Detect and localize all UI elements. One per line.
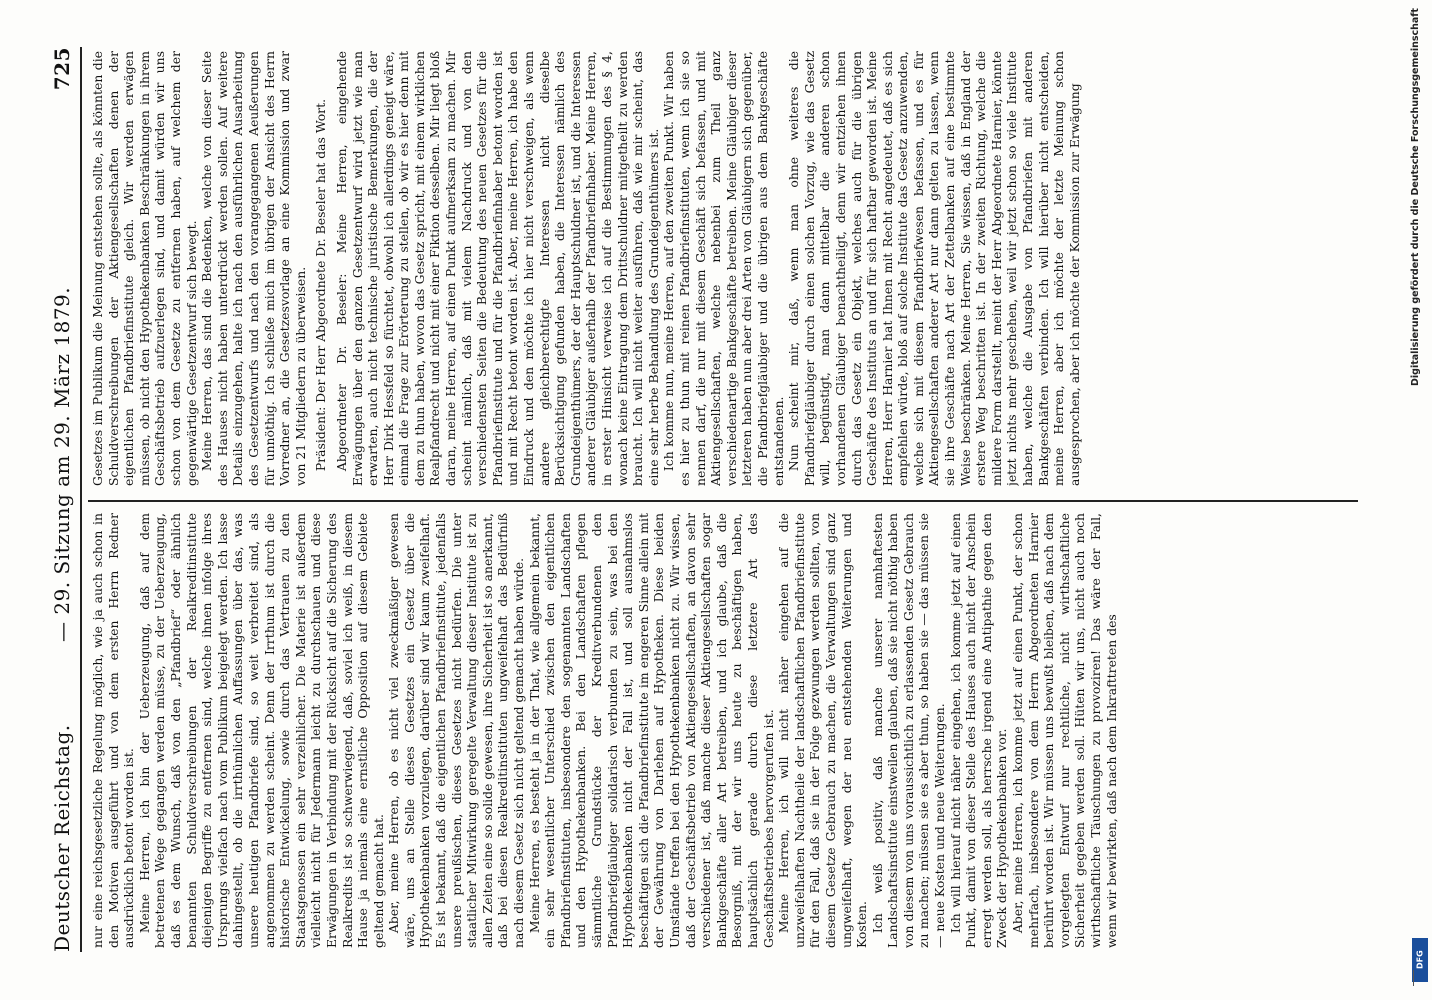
scan-mark [1413,970,1414,986]
page-number: 725 [50,47,74,91]
paragraph: Ich will hierauf nicht näher eingehen, ich komme jetzt auf einen Punkt, damit von dieser Stelle des Hauses auch nicht der Anschein erregt werden soll, als herrsche irgend eine Antipathie gegen den Zweck der Hypothekenbanken vor. [947,513,1010,948]
funding-credit-strip [1410,8,1430,993]
paragraph: Nun scheint mir, daß, wenn man ohne weiteres die Pfandbriefgläubiger durch einen solchen Vorzug, wie das Gesetz will, begünstigt, man dann mittelbar die anderen schon vorhandenen Gläubiger benachtheiligt, denn wir entziehen ihnen durch das Gesetz ein Objekt, welches auch für die übrigen Geschäfte des Instituts an und für sich haftbar geworden ist. Meine Herren, Herr Harnier hat Ihnen mit Recht angedeutet, daß es sich empfehlen würde, bloß auf solche Institute das Gesetz anzuwenden, welche sich mit diesem Pfandbriefwesen befassen, und es für Aktiengesellschaften anderer Art nur dann gelten zu lassen, wenn sie ihre Geschäfte nach Art der Zettelbanken auf eine bestimmte Weise beschränken. Meine Herren, Sie wissen, daß in England der erstere Weg beschritten ist. In der zweiten Richtung, welche die mildere Form darstellt, meint der Herr Abgeordnete Harnier, könnte jetzt nichts mehr geschehen, weil wir jetzt schon so viele Institute haben, welche die Ausgabe von Pfandbriefen mit anderen Bankgeschäften verbinden. Ich will hierüber nicht entscheiden, meine Herren, aber ich möchte der letzte Meinung schon ausgesprochen, aber ich möchte der Kommission zur Erwägung [786,51,1082,486]
paragraph: Ich komme nun, meine Herren, auf den zweiten Punkt. Wir haben es hier zu thun mit reinen Pfandbriefinstituten, wenn ich sie so nennen darf, die nur mit diesem Geschäft sich befassen, und mit Aktiengesellschaften, welche nebenbei zum Theil ganz verschiedenartige Bankgeschäfte betreiben. Meine Gläubiger dieser letzteren haben nun aber drei Arten von Gläubigern sich gegenüber, die Pfandbriefgläubiger und die übrigen aus dem Bankgeschäfte entstandenen. [661,51,786,486]
right-column [90,51,1365,486]
dfg-logo: DFG [1412,938,1428,982]
paragraph: Meine Herren, es besteht ja in der That, wie allgemein bekannt, ein sehr wesentlicher Unterschied zwischen den eigentlichen Pfandbriefinstituten, insbesondere den sogenannten Landschaften und den Hypothekenbanken. Bei den Landschaften pflegen sämmtliche Grundstücke der Kreditverbundenen den Pfandbriefgläubiger solidarisch verbunden zu sein, was bei den Hypothekenbanken nicht der Fall ist, und soll ausnahmslos beschäftigen sich die Pfandbriefinstitute im engeren Sinne allein mit der Gewährung von Darlehen auf Hypotheken. Diese beiden Umstände treffen bei den Hypothekenbanken nicht zu. Wir wissen, daß der Geschäftsbetrieb von Aktiengesellschaften, an davon sehr verschiedener ist, daß manche dieser Aktiengesellschaften sogar Bankgeschäfte aller Art betreiben, und ich glaube, daß die Besorgniß, mit der wir uns heute zu beschäftigen haben, hauptsächlich gerade durch diese letztere Art des Geschäftsbetriebes hervorgerufen ist. [526,513,776,948]
paragraph: Meine Herren, ich will nicht näher eingehen auf die unzweifelhaften Nachtheile der landschaftlichen Pfandbriefinstitute für den Fall, daß sie in der Folge gezwungen werden sollten, von diesem Gesetze Gebrauch zu machen, die Verwaltungen sind ganz ungweifelhaft, wegen der neu entstehenden Weiterungen und Kosten. [776,513,870,948]
header-title: Deutscher Reichstag. [50,724,74,952]
header-session: — 29. Sitzung am 29. März 1879. [50,286,74,642]
paragraph: Aber, meine Herren, ob es nicht viel zweckmäßiger gewesen wäre, uns an Stelle dieses Gesetzes ein Gesetz über die Hypothekenbanken vorzulegen, darüber sind wir kaum zweifelhaft. Es ist bekannt, daß die eigentlichen Pfandbriefinstitute, jedenfalls unsere preußischen, dieses Gesetzes nicht bedürfen. Die unter staatlicher Mitwirkung geregelte Verwaltung dieser Institute ist zu allen Zeiten eine so solide gewesen, ihre Sicherheit ist so anerkannt, daß bei diesen Realkreditinstituten ungweifelhaft das Bedürfniß nach diesem Gesetz sich nicht geltend gemacht haben würde. [386,513,527,948]
speaker-paragraph: Präsident: Der Herr Abgeordnete Dr. Beseler hat das Wort. [313,98,329,472]
paragraph: nur eine reichsgesetzliche Regelung möglich, wie ja auch schon in den Motiven ausgeführt und von dem ersten Herrn Redner ausdrücklich betont worden ist. [90,513,137,948]
paragraph: Aber, meine Herren, ich komme jetzt auf einen Punkt, der schon mehrfach, insbesondere von dem Herrn Abgeordneten Harnier berührt worden ist. Wir müssen uns bewußt bleiben, daß nach dem vorgelegten Entwurf nur rechtliche, nicht wirthschaftliche Sicherheit gegeben werden soll. Hüten wir uns, nicht auch noch wirthschaftliche Täuschungen zu provoziren! Das wäre der Fall, wenn wir bewirkten, daß nach dem Inkrafttreten des [1010,513,1119,948]
column-divider [88,500,1358,502]
paragraph: Meine Herren, ich bin der Ueberzeugung, daß auf dem betretenen Wege gegangen werden müsse, zu der Ueberzeugung, daß es dem Wunsch, daß von den „Pfandbrief“ oder ähnlich benannten Schuldverschreibungen der Realkreditinstitute diejenigen Begriffe zu entfernen sind, welche ihnen infolge ihres Ursprungs vielfach nach vom Publikum beigelegt werden. Ich lasse dahingestellt, ob die irrthümlichen Auffassungen über das, was unsere heutigen Pfandbriefe sind, so weit verbreitet sind, als angenommen zu werden scheint. Denn der Irrthum ist durch die historische Entwickelung, sowie durch das Vertrauen zu den Staatsgenossen ein sehr verzeihlicher. Die Materie ist außerdem vielleicht nicht für Jedermann leicht zu durchschauen und diese Erwägungen in Verbindung mit der Rücksicht auf die Sicherung des Realkredits ist so schwerwiegend, daß, soviel ich weiß, in diesem Hause ja niemals eine ernstliche Opposition auf diesem Gebiete geltend gemacht hat. [136,513,386,948]
speaker-paragraph: Abgeordneter Dr. Beseler: Meine Herren, eingehende Erwägungen über den ganzen Gesetzentwurf wird jetzt wie man erwarten, auch nicht technische juristische Bemerkungen, die der Herr Dirk Hessfeld so fürchtet, obwohl ich allerdings geneigt wäre, einmal die Frage zur Erörterung zu stellen, ob wir es hier denn mit dem zu thun haben, wovon das Gesetz spricht, mit einem wirklichen Realpfandrecht und nicht mit einer Fiktion desselben. Mir liegt bloß daran, meine Herren, auf einen Punkt aufmerksam zu machen. Mir scheint nämlich, daß mit vielem Nachdruck und von den verschiedensten Seiten die Bedeutung des neuen Gesetzes für die Pfandbriefinstitute und für die Pfandbriefinhaber betont worden ist und mit Recht betont worden ist. Aber, meine Herren, ich habe den Eindruck und den möchte ich hier nicht verschweigen, als wenn andere gleichberechtigte Interessen nicht dieselbe Berücksichtigung gefunden haben, die Interessen nämlich des Grundeigenthümers, der der Hauptschuldner ist, und die Interessen anderer Gläubiger außerhalb der Pfandbriefinhaber. Meine Herren, in erster Hinsicht verweise ich auf die Bestimmungen des § 4, wonach keine Eintragung dem Drittschuldner mitgetheilt zu werden braucht. Ich will nicht weiter ausführen, daß wie mir scheint, das eine sehr herbe Behandlung des Grundeigenthümers ist. [333,51,661,486]
paragraph: Gesetzes im Publikum die Meinung entstehen sollte, als könnten die Schuldverschreibungen der Aktiengesellschaften denen der eigentlichen Pfandbriefinstitute gleich. Wir werden erwägen müssen, ob nicht den Hypothekenbanken Beschränkungen in ihrem Geschäftsbetrieb aufzuerlegen sind, und damit würden wir uns schon von dem Gesetze zu entfernen haben, auf welchem der gegenwärtige Gesetzentwurf sich bewegt. [90,51,199,486]
running-header [50,47,80,952]
paragraph: Meine Herren, das sind die Bedenken, welche von dieser Seite des Hauses nicht haben unterdrückt werden sollen. Auf weitere Details einzugehen, halte ich nach den ausführlichen Ausarbeitung des Gesetzentwurfs und nach den vorangegangenen Aeußerungen für unnöthig. Ich schließe mich im übrigen der Ansicht des Herrn Vorredner an, die Gesetzesvorlage an eine Kommission und zwar von 21 Mitgliedern zu überweisen. [199,51,308,486]
left-column [90,513,1365,948]
funding-credit-text: Digitalisierung gefördert durch die Deutsche Forschungsgemeinschaft [1410,8,1421,386]
paragraph: Ich weiß positiv, daß manche unserer namhaftesten Landschaftsinstitute einstweilen glauben, daß sie nicht nöthig haben von diesem von uns voraussichtlich zu erlassenden Gesetz Gebrauch zu machen; müssen sie es aber thun, so haben sie — das müssen sie — neue Kosten und neue Weiterungen. [869,513,948,948]
header-rule [80,47,82,952]
